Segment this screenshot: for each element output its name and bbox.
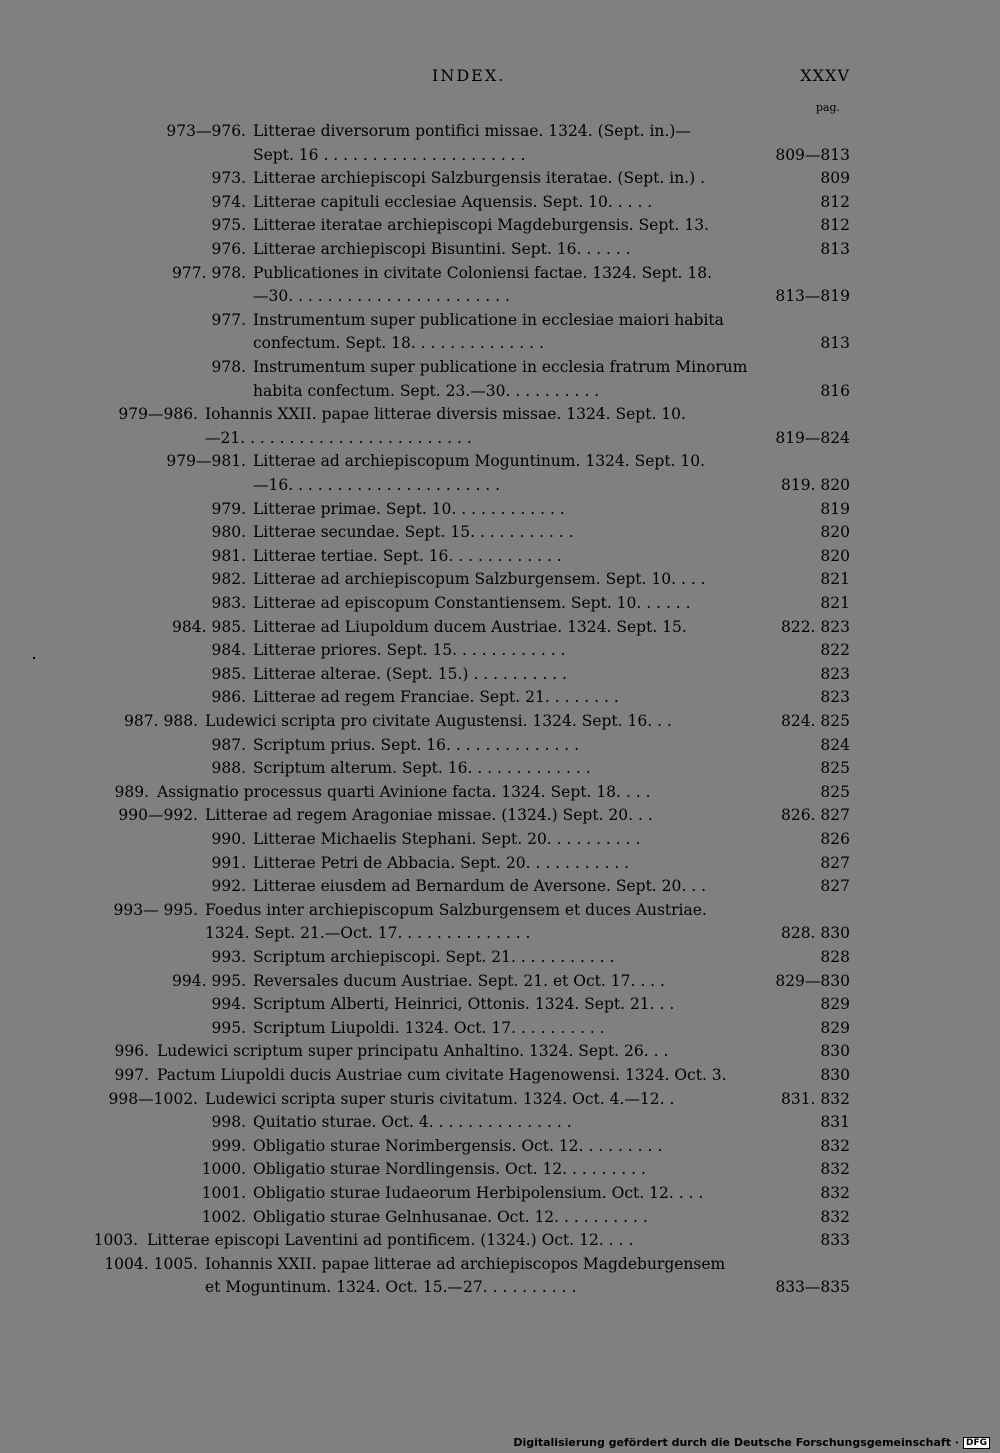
entry-text: —21. . . . . . . . . . . . . . . . . . . . . . . . [205, 428, 472, 447]
entry-number: 984. 985. [172, 617, 246, 636]
index-entry [0, 144, 1000, 168]
entry-page: 820 [820, 523, 850, 542]
index-entry [0, 828, 1000, 852]
entry-text: Obligatio sturae Iudaeorum Herbipolensium. Oct. 12. . . . [253, 1184, 704, 1202]
entry-text: Litterae ad Liupoldum ducem Austriae. 1324. Sept. 15. [253, 617, 687, 636]
entry-page: 825 [820, 759, 850, 778]
entry-number: 974. [211, 192, 246, 211]
entry-page: 831 [820, 1113, 850, 1132]
entry-number: 983. [211, 594, 246, 612]
entry-number: 977. 978. [172, 263, 246, 282]
entry-text: Instrumentum super publicatione in ecclesia fratrum Minorum [253, 358, 748, 376]
index-entry [0, 1206, 1000, 1230]
entry-text: Iohannis XXII. papae litterae ad archiepiscopos Magdeburgensem [205, 1254, 726, 1273]
index-entry [0, 262, 1000, 286]
index-entry [0, 568, 1000, 592]
entry-page: 819 [820, 499, 850, 518]
entry-page: 821 [820, 594, 850, 612]
entry-page: 831. 832 [780, 1089, 850, 1108]
entry-number: 999. [211, 1136, 246, 1155]
entry-text: Litterae secundae. Sept. 15. . . . . . . . . . . [253, 523, 574, 542]
entry-text: Pactum Liupoldi ducis Austriae cum civitate Hagenowensi. 1324. Oct. 3. [157, 1066, 727, 1084]
entry-page: 824. 825 [780, 712, 850, 730]
index-entry [0, 1064, 1000, 1088]
entry-page: 823 [820, 664, 850, 683]
entry-page: 833 [820, 1231, 850, 1250]
index-entry [0, 616, 1000, 640]
index-entry [0, 427, 1000, 451]
entry-text: Litterae tertiae. Sept. 16. . . . . . . . . . . . [253, 546, 562, 565]
entry-text: Litterae ad episcopum Constantiensem. Sept. 10. . . . . . [253, 594, 691, 612]
entry-page: 822. 823 [780, 617, 850, 636]
entry-number: 988. [211, 759, 246, 778]
entry-text: Litterae diversorum pontifici missae. 1324. (Sept. in.)— [253, 122, 691, 140]
pag-column-label: pag. [815, 101, 840, 114]
entry-page: 822 [820, 641, 850, 660]
entry-page: 813—819 [775, 287, 850, 306]
index-entry [0, 1017, 1000, 1041]
index-entry [0, 781, 1000, 805]
index-entry [0, 332, 1000, 356]
entry-number: 979—986. [118, 405, 198, 424]
entry-page: 827 [820, 877, 850, 896]
entry-number: 987. 988. [124, 712, 198, 730]
entry-text: Obligatio sturae Gelnhusanae. Oct. 12. . . . . . . . . . [253, 1207, 648, 1226]
entry-text: Litterae ad archiepiscopum Salzburgensem. Sept. 10. . . . [253, 570, 706, 589]
entry-page: 829 [820, 1018, 850, 1037]
entry-page: 809—813 [775, 145, 850, 164]
index-entry [0, 356, 1000, 380]
index-entry [0, 545, 1000, 569]
index-entry [0, 804, 1000, 828]
entry-text: Ludewici scripta pro civitate Augustensi. 1324. Sept. 16. . . [205, 712, 672, 730]
entry-number: 997. [114, 1066, 149, 1084]
index-entry [0, 285, 1000, 309]
entry-number: 980. [211, 523, 246, 542]
entry-number: 990. [211, 830, 246, 848]
index-entry [0, 238, 1000, 262]
entry-text: Litterae archiepiscopi Bisuntini. Sept. 16. . . . . . [253, 240, 631, 258]
entry-text: Iohannis XXII. papae litterae diversis missae. 1324. Sept. 10. [205, 405, 686, 424]
entry-text: Litterae episcopi Laventini ad pontificem. (1324.) Oct. 12. . . . [147, 1231, 634, 1250]
entry-page: 832 [820, 1207, 850, 1226]
entry-number: 994. 995. [172, 971, 246, 990]
entry-number: 978. [211, 358, 246, 376]
entry-number: 1001. [201, 1184, 246, 1202]
entry-page: 809 [820, 169, 850, 188]
entry-text: et Moguntinum. 1324. Oct. 15.—27. . . . . . . . . . [205, 1278, 577, 1297]
index-entry [0, 309, 1000, 333]
entry-number: 975. [211, 216, 246, 235]
index-entry [0, 1135, 1000, 1159]
footer-credit [513, 1436, 990, 1449]
entry-page: 819—824 [775, 428, 850, 447]
entry-page: 823 [820, 688, 850, 707]
entry-page: 832 [820, 1184, 850, 1202]
entry-text: —16. . . . . . . . . . . . . . . . . . . . . . [253, 476, 501, 494]
index-entry [0, 686, 1000, 710]
entry-number: 976. [211, 240, 246, 258]
index-entry [0, 592, 1000, 616]
index-entry [0, 191, 1000, 215]
entry-text: Ludewici scripta super sturis civitatum. 1324. Oct. 4.—12. . [205, 1089, 675, 1108]
entry-page: 813 [820, 240, 850, 258]
entry-text: 1324. Sept. 21.—Oct. 17. . . . . . . . . . . . . . [205, 924, 531, 943]
entry-text: Scriptum archiepiscopi. Sept. 21. . . . . . . . . . . [253, 948, 615, 966]
entry-page: 829 [820, 995, 850, 1014]
index-entry [0, 946, 1000, 970]
index-entry [0, 757, 1000, 781]
entry-number: 977. [211, 310, 246, 329]
footer-text: Digitalisierung gefördert durch die Deutsche Forschungsgemeinschaft · [513, 1436, 959, 1449]
entry-page: 816 [820, 381, 850, 400]
entry-number: 973. [211, 169, 246, 188]
entry-text: Sept. 16 . . . . . . . . . . . . . . . . . . . . . [253, 145, 526, 164]
entry-number: 1000. [201, 1160, 246, 1179]
running-title: INDEX. [432, 66, 506, 85]
index-entry [0, 922, 1000, 946]
index-entry [0, 875, 1000, 899]
index-entry [0, 970, 1000, 994]
entry-number: 998—1002. [108, 1089, 198, 1108]
entry-text: Litterae Petri de Abbacia. Sept. 20. . . . . . . . . . . [253, 853, 630, 872]
entry-number: 998. [211, 1113, 246, 1132]
index-entry [0, 1253, 1000, 1277]
dfg-logo: DFG [963, 1437, 990, 1449]
index-entry [0, 663, 1000, 687]
entry-page: 832 [820, 1136, 850, 1155]
entry-page: 820 [820, 546, 850, 565]
index-entry [0, 1088, 1000, 1112]
entry-page: 812 [820, 216, 850, 235]
entry-number: 982. [211, 570, 246, 589]
entry-text: Publicationes in civitate Coloniensi factae. 1324. Sept. 18. [253, 263, 713, 282]
index-entry [0, 1276, 1000, 1300]
index-entry [0, 710, 1000, 734]
index-entry [0, 521, 1000, 545]
index-entry [0, 899, 1000, 923]
entry-page: 826. 827 [780, 806, 850, 825]
entry-page: 833—835 [775, 1278, 850, 1297]
page-number-roman: XXXV [800, 66, 850, 85]
entry-text: Litterae alterae. (Sept. 15.) . . . . . . . . . . [253, 664, 567, 683]
entry-text: Litterae ad archiepiscopum Moguntinum. 1324. Sept. 10. [253, 452, 706, 471]
index-entry [0, 734, 1000, 758]
entry-text: Scriptum Liupoldi. 1324. Oct. 17. . . . . . . . . . [253, 1018, 605, 1037]
entry-text: Litterae archiepiscopi Salzburgensis iteratae. (Sept. in.) . [253, 169, 706, 188]
entry-number: 981. [211, 546, 246, 565]
entry-number: 984. [211, 641, 246, 660]
entry-text: Litterae capituli ecclesiae Aquensis. Sept. 10. . . . . [253, 192, 653, 211]
index-entry [0, 450, 1000, 474]
entry-page: 830 [820, 1042, 850, 1061]
entry-page: 828. 830 [780, 924, 850, 943]
index-entry [0, 120, 1000, 144]
entry-text: Obligatio sturae Nordlingensis. Oct. 12. . . . . . . . . [253, 1160, 646, 1179]
entry-number: 990—992. [118, 806, 198, 825]
entry-number: 1002. [201, 1207, 246, 1226]
entry-number: 995. [211, 1018, 246, 1037]
entry-number: 993— 995. [113, 900, 198, 919]
index-entry [0, 1182, 1000, 1206]
index-entry [0, 214, 1000, 238]
index-entry [0, 1158, 1000, 1182]
entry-text: Litterae Michaelis Stephani. Sept. 20. . . . . . . . . . [253, 830, 641, 848]
index-entry [0, 380, 1000, 404]
entry-text: Scriptum prius. Sept. 16. . . . . . . . . . . . . . [253, 735, 580, 754]
entry-text: Litterae ad regem Aragoniae missae. (1324.) Sept. 20. . . [205, 806, 653, 825]
entry-text: Litterae eiusdem ad Bernardum de Aversone. Sept. 20. . . [253, 877, 707, 896]
entry-page: 824 [820, 735, 850, 754]
index-entry [0, 1040, 1000, 1064]
entry-text: habita confectum. Sept. 23.—30. . . . . . . . . . [253, 381, 600, 400]
entry-page: 812 [820, 192, 850, 211]
entry-text: Litterae primae. Sept. 10. . . . . . . . . . . . [253, 499, 565, 518]
entry-page: 813 [820, 334, 850, 353]
index-entry [0, 1111, 1000, 1135]
entry-number: 973—976. [166, 122, 246, 140]
entry-text: Litterae iteratae archiepiscopi Magdeburgensis. Sept. 13. [253, 216, 709, 235]
entry-number: 992. [211, 877, 246, 896]
index-entry [0, 498, 1000, 522]
entry-number: 994. [211, 995, 246, 1014]
entry-text: Reversales ducum Austriae. Sept. 21. et Oct. 17. . . . [253, 971, 665, 990]
index-entry [0, 993, 1000, 1017]
entry-page: 826 [820, 830, 850, 848]
entry-number: 1003. [93, 1231, 138, 1250]
entry-page: 827 [820, 853, 850, 872]
entry-text: Litterae ad regem Franciae. Sept. 21. . . . . . . . [253, 688, 619, 707]
entry-text: Scriptum Alberti, Heinrici, Ottonis. 1324. Sept. 21. . . [253, 995, 675, 1014]
entry-text: —30. . . . . . . . . . . . . . . . . . . . . . . [253, 287, 510, 306]
index-entry [0, 474, 1000, 498]
index-entry [0, 852, 1000, 876]
stray-mark [33, 657, 35, 659]
index-entry [0, 167, 1000, 191]
entry-text: Obligatio sturae Norimbergensis. Oct. 12. . . . . . . . . [253, 1136, 663, 1155]
entry-text: Assignatio processus quarti Avinione facta. 1324. Sept. 18. . . . [157, 782, 651, 801]
entry-number: 991. [211, 853, 246, 872]
entry-page: 832 [820, 1160, 850, 1179]
entry-text: Ludewici scriptum super principatu Anhaltino. 1324. Sept. 26. . . [157, 1042, 669, 1061]
page-header [0, 66, 1000, 90]
entry-page: 819. 820 [780, 476, 850, 494]
entry-number: 985. [211, 664, 246, 683]
entry-number: 1004. 1005. [104, 1254, 198, 1273]
entry-number: 979. [211, 499, 246, 518]
entry-text: confectum. Sept. 18. . . . . . . . . . . . . . [253, 334, 544, 353]
index-entry [0, 403, 1000, 427]
index-entry [0, 1229, 1000, 1253]
index-entry [0, 639, 1000, 663]
entry-text: Quitatio sturae. Oct. 4. . . . . . . . . . . . . . . [253, 1113, 572, 1132]
entry-number: 979—981. [166, 452, 246, 471]
entry-page: 830 [820, 1066, 850, 1084]
entry-text: Scriptum alterum. Sept. 16. . . . . . . . . . . . . [253, 759, 591, 778]
entry-text: Instrumentum super publicatione in ecclesiae maiori habita [253, 310, 724, 329]
entry-page: 821 [820, 570, 850, 589]
entry-number: 996. [114, 1042, 149, 1061]
entry-number: 987. [211, 735, 246, 754]
entry-number: 993. [211, 948, 246, 966]
entry-page: 828 [820, 948, 850, 966]
entry-number: 989. [114, 782, 149, 801]
entry-number: 986. [211, 688, 246, 707]
entry-text: Foedus inter archiepiscopum Salzburgensem et duces Austriae. [205, 900, 707, 919]
entry-page: 829—830 [775, 971, 850, 990]
entry-page: 825 [820, 782, 850, 801]
entry-text: Litterae priores. Sept. 15. . . . . . . . . . . . [253, 641, 566, 660]
